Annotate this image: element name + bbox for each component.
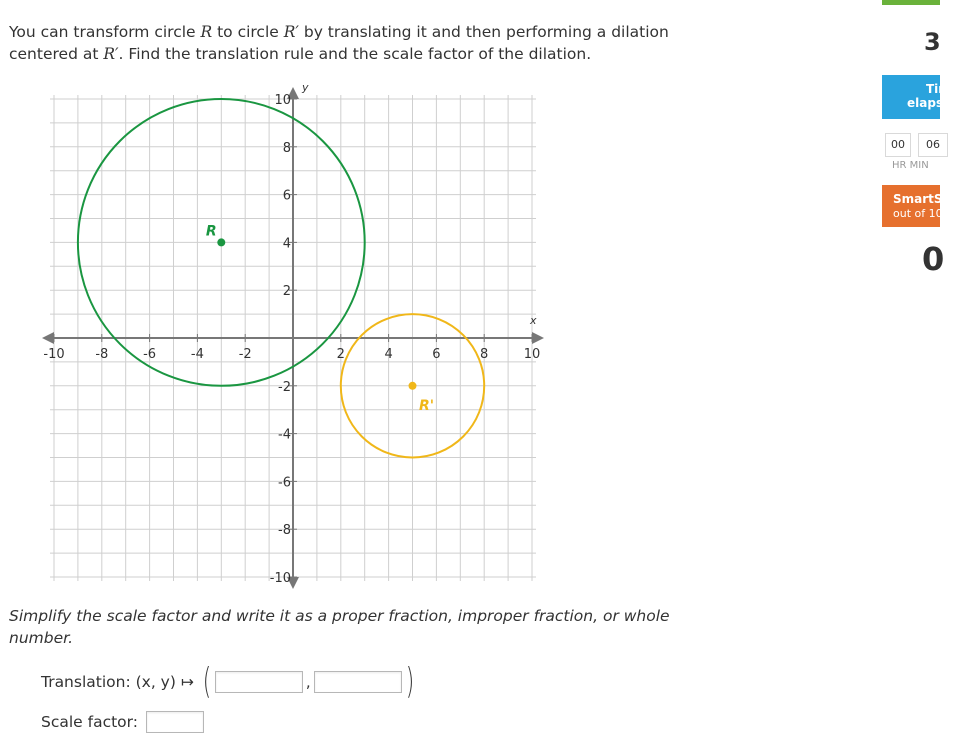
y-tick-label: 4 — [282, 236, 291, 252]
timer-units-label: HR MIN — [892, 160, 929, 171]
y-tick-label: 10 — [274, 93, 291, 108]
y-tick-label: 8 — [282, 140, 291, 156]
timer-hours: 00 — [885, 133, 911, 157]
center-label-r: R — [205, 223, 217, 240]
translation-row — [41, 661, 418, 702]
scale-row — [41, 711, 204, 733]
question-text — [9, 21, 729, 65]
smartscore-box — [882, 185, 972, 227]
x-tick-label: -10 — [43, 347, 65, 362]
smartscore-label: SmartScore — [893, 192, 972, 206]
center-point-r — [217, 238, 225, 246]
time-elapsed-box — [882, 75, 960, 119]
x-tick-label: -4 — [190, 347, 204, 362]
y-tick-label: 2 — [282, 284, 291, 300]
smartscore-sublabel: out of 100 — [893, 207, 950, 220]
y-tick-label: -10 — [269, 571, 291, 586]
center-point-r-prime — [409, 382, 417, 390]
x-tick-label: 6 — [432, 347, 441, 362]
x-tick-label: -2 — [238, 347, 252, 362]
translation-label: Translation: (x, y) ↦ — [41, 673, 194, 691]
sidebar — [882, 0, 972, 300]
coordinate-plane — [0, 80, 560, 590]
translation-y-input[interactable] — [314, 671, 402, 693]
scale-factor-label: Scale factor: — [41, 713, 138, 731]
x-axis-arrow-right — [532, 332, 544, 344]
circle-r-prime-name: R′ — [103, 45, 119, 63]
y-tick-label: -8 — [278, 523, 291, 539]
x-tick-label: 8 — [480, 347, 489, 362]
questions-answered-count: 3 — [924, 28, 941, 56]
question-part: by translating it and then performing a dilation centered at — [9, 23, 669, 63]
close-paren: ) — [405, 661, 414, 702]
question-part: You can transform circle — [9, 23, 201, 41]
circle-r-name: R — [200, 23, 213, 41]
x-axis-arrow-left — [42, 332, 54, 344]
scale-factor-input[interactable] — [146, 711, 204, 733]
comma: , — [305, 673, 311, 691]
smartscore-value: 0 — [922, 240, 945, 278]
elapsed-label: elapsed — [907, 96, 960, 110]
timer-minutes: 06 — [918, 133, 948, 157]
x-tick-label: 10 — [523, 347, 541, 362]
y-axis-label: y — [302, 81, 309, 94]
x-axis-label: x — [530, 314, 537, 327]
question-part: . Find the translation rule and the scale factor of the dilation. — [118, 45, 592, 63]
x-tick-label: -6 — [143, 347, 157, 362]
x-tick-label: 2 — [336, 347, 345, 362]
time-label: Time — [926, 82, 959, 96]
score-progress-bar — [882, 0, 940, 5]
y-tick-label: -4 — [278, 427, 291, 443]
center-label-r-prime: R' — [418, 397, 435, 414]
circle-r-prime-name: R′ — [283, 23, 299, 41]
x-tick-label: 4 — [384, 347, 393, 362]
translation-x-input[interactable] — [215, 671, 303, 693]
instruction-text: Simplify the scale factor and write it as a proper fraction, improper fraction, or whole number. — [9, 607, 670, 647]
y-tick-label: 6 — [282, 188, 291, 204]
y-tick-label: -2 — [278, 379, 291, 395]
question-part: to circle — [212, 23, 284, 41]
x-tick-label: -8 — [95, 347, 109, 362]
open-paren: ( — [202, 661, 212, 702]
y-tick-label: -6 — [278, 475, 291, 491]
